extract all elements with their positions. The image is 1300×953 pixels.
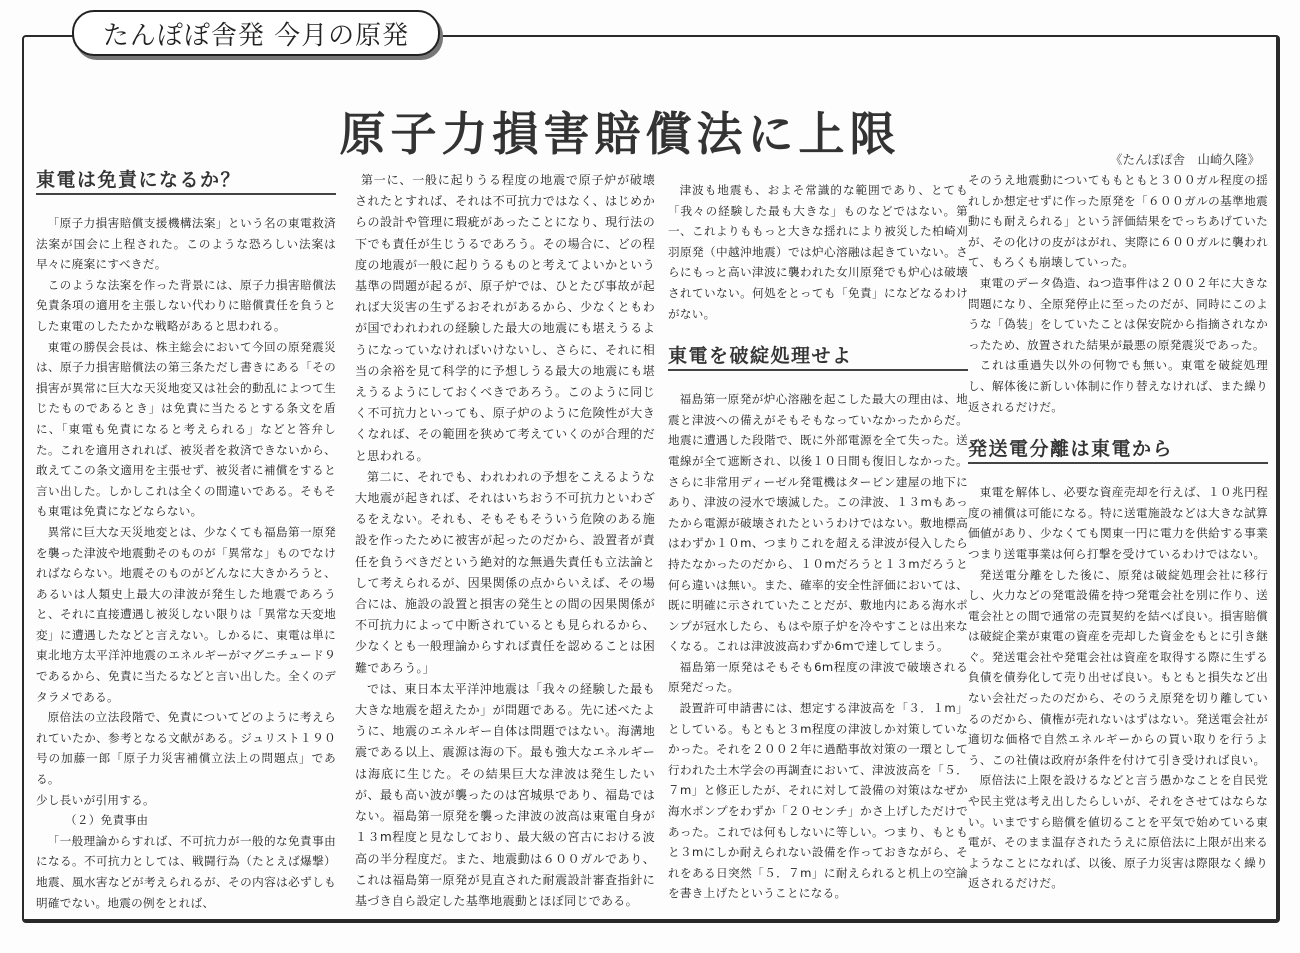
quote-paragraph: 第一に、一般に起りうる程度の地震で原子炉が破壊されたとすれば、それは不可抗力ではなく、はじめからの設計や管理に瑕疵があったことになり、現行法の下でも責任が生じうるであろう。その場合に、どの程度の地震が一般に起りうるものと考えてよいかという基準の問題が起るが、原子炉では、ひとたび事故が起れば大災害の生ずるおそれがあるから、少なくともわが国でわれわれの経験した最大の地震にも堪えうるようになっていなければいけないし、さらに、それに相当の余裕を見て科学的に予想しうる最大の地震にも堪えうるようにしておくべきであろう。このように同じく不可抗力といっても、原子炉のように危険性が大きくなれば、その範囲を狭めて考えていくのが合理的だと思われる。	[355, 173, 655, 463]
paragraph: 「原子力損害賠償支援機構法案」という名の東電救済法案が国会に上程された。このような恐ろしい法案は早々に廃案にすべきだ。	[36, 216, 336, 272]
paragraph: 福島第一原発が炉心溶融を起こした最大の理由は、地震と津波への備えがそもそもなっていなかったからだ。地震に遭遇した段階で、既に外部電源を全て失った。送電線が全て遮断され、以後１０日間も復旧しなかった。さらに非常用ディーゼル発電機はタービン建屋の地下にあり、津波の浸水で壊滅した。この津波、１３mもあったから電源が破壊されたというわけではない。敷地標高はわずか１０m、つまりこれを超える津波が侵入したら持たなかったのだから、１０mだろうと１３mだろうと何ら違いは無い。また、確率的安全性評価においては、既に明確に示されていたことだが、敷地内にある海水ポンプが冠水したら、もはや原子炉を冷やすことは出来なくなる。これは津波波高わずか6mで達してしまう。	[668, 392, 968, 654]
quote-paragraph: 「一般理論からすれば、不可抗力が一般的な免責事由になる。不可抗力としては、戦闘行為（たとえば爆撃）地震、風水害などが考えられるが、その内容は必ずしも明確でない。地震の例をとれば、	[36, 833, 336, 910]
column-4	[968, 170, 1268, 894]
paragraph: 東電を解体し、必要な資産売却を行えば、１０兆円程度の補償は可能になる。特に送電施設などは大きな試算価値があり、少なくても関東一円に電力を供給する事業つまり送電事業は何ら打撃を受けているわけではない。	[968, 485, 1268, 561]
paragraph: 異常に巨大な天災地変とは、少なくても福島第一原発を襲った津波や地震動そのものが「異常な」ものでなければならない。地震そのものがどんなに大きかろうと、あるいは人類史上最大の津波が発生した地震であろうと、それに直接遭遇し被災しない限りは「異常な天変地変」に遭遇したなどと言えない。しかるに、東電は単に東北地方太平洋沖地震のエネルギーがマグニチュード９であるから、免責に当たるなどと言い出した。全くのデタラメである。	[36, 524, 336, 704]
byline: 《たんぽぽ舎 山崎久隆》	[1109, 152, 1260, 167]
column-2	[355, 170, 655, 912]
section-heading-2: 東電を破綻処理せよ	[668, 344, 968, 371]
section-heading-3: 発送電分離は東電から	[968, 437, 1268, 464]
paragraph: 発送電分離をした後に、原発は破綻処理会社に移行し、火力などの発電設備を持つ発電会社を別に作り、送電会社との間で通常の売買契約を結べば良い。損害賠償は破綻企業が東電の資産を売却した資金をもとに引き継ぐ。発送電会社や発電会社は資産を取得する際に生ずる負債を債券化して売り出せば良い。もともと損失など出ない会社だったのだから、そのうえ原発を切り離しているのだから、債権が売れないはずはない。発送電会社が適切な価格で自然エネルギーからの買い取りを行うよう、この社債は政府が条件を付けて引き受ければ良い。	[968, 567, 1268, 767]
paragraph: 東電のデータ偽造、ねつ造事件は２００２年に大きな問題になり、全原発停止に至ったのだが、同時にこのような「偽装」をしていたことは保安院から指摘されなかったため、放置された結果が最悪の原発震災であった。	[968, 275, 1268, 352]
paragraph: 津波も地震も、およそ常識的な範囲であり、とても「我々の経験した最も大きな」ものなどではない。第一、これよりももっと大きな揺れにより被災した柏崎刈羽原発（中越沖地震）では炉心溶融は起きていない。さらにもっと高い津波に襲われた女川原発でも炉心は破壊されていない。何処をとっても「免責」になどなるわけがない。	[668, 183, 968, 321]
paragraph: このような法案を作った背景には、原子力損害賠償法免責条項の適用を主張しない代わりに賠償責任を負うとした東電のしたたかな戦略があると思われる。	[36, 277, 336, 333]
paragraph: これは重過失以外の何物でも無い。東電を破綻処理し、解体後に新しい体制に作り替えなければ、また繰り返されるだけだ。	[968, 358, 1268, 414]
paragraph: 原倍法の立法段階で、免責についてどのように考えられていたか、参考となる文献がある。ジュリスト１９０号の加藤一郎「原子力災害補償立法上の問題点」である。	[36, 710, 336, 787]
paragraph: では、東日本太平洋沖地震は「我々の経験した最も大きな地震を超えたか」が問題である。先に述べたように、地震のエネルギー自体は問題ではない。海溝地震である以上、震源は海の下。最も強大なエネルギーは海底に生じた。その結果巨大な津波は発生したいが、最も高い波が襲ったのは宮城県であり、福島ではない。福島第一原発を襲った津波の波高は東電自身が１３m程度と見なしており、最大級の宮古における波高の半分程度だ。また、地震動は６００ガルであり、これは福島第一原発が見直された耐震設計審査指針に基づき自ら設定した基準地震動とほぼ同じである。	[355, 681, 655, 908]
paragraph: 設置許可申請書には、想定する津波高を「３．１m」としている。もともと３m程度の津波しか対策していなかった。それを２００２年に過酷事故対策の一環として行われた土木学会の再調査において、津波波高を「５．７m」と修正したが、それに対して設備の対策はなぜか海水ポンプをわずか「２０センチ」かさ上げしただけであった。これでは何もしないに等しい。つまり、もともと３mにしか耐えられない設備を作っておきながら、それをある日突然「５．７m」に耐えられると机上の空論を書き上げたということになる。	[668, 701, 968, 901]
series-label: たんぽぽ舎発 今月の原発	[72, 10, 440, 56]
section-heading-1: 東電は免責になるか？	[36, 168, 336, 195]
paragraph: 東電の勝俣会長は、株主総会において今回の原発震災は、原子力損害賠償法の第三条ただし書きにある「その損害が異常に巨大な天災地変又は社会的動乱によつて生じたものであるとき」は免責に当たるとする条文を盾に、「東電も免責になると考えられる」などと答弁した。これを適用されれば、被災者を救済できないから、敢えてこの条文適用を主張せず、被災者に補償をすると言い出した。しかしこれは全くの間違いである。そもそも東電は免責になどならない。	[36, 339, 336, 519]
paragraph: 原倍法に上限を設けるなどと言う愚かなことを自民党や民主党は考え出したらしいが、それをさせてはならない。いまですら賠償を値切ることを平気で始めている東電が、そのまま温存されたうえに原倍法に上限が出来るようなことになれば、以後、原子力災害は際限なく繰り返されるだけだ。	[968, 773, 1268, 891]
paragraph: 福島第一原発はそもそも6m程度の津波で破壊される原発だった。	[668, 659, 968, 695]
headline: 原子力損害賠償法に上限	[339, 107, 901, 161]
quote-paragraph: 第二に、それでも、われわれの予想をこえるような大地震が起きれば、それはいちおう不可抗力といわざるをえない。それも、そもそもそういう危険のある施設を作ったために被害が起ったのだから、設置者が責任を負うべきだという絶対的な無過失責任も立法論として考えられるが、因果関係の点からいえば、その場合には、施設の設置と損害の発生との間の因果関係が不可抗力によって中断されているとも見られるから、少なくとも一般理論からすれば責任を認めることは困難であろう。」	[355, 469, 655, 675]
quote-heading: （２）免責事由	[65, 813, 149, 828]
column-3	[668, 180, 968, 904]
paragraph: そのうえ地震動についてももともと３００ガル程度の揺れしか想定せずに作った原発を「６００ガルの基準地震動にも耐えられる」という評価結果をでっちあげていたが、その化けの皮がはがれ、実際に６００ガルに襲われて、もろくも崩壊していった。	[968, 173, 1268, 270]
paragraph: 少し長いが引用する。	[36, 792, 155, 807]
column-1	[36, 168, 336, 913]
